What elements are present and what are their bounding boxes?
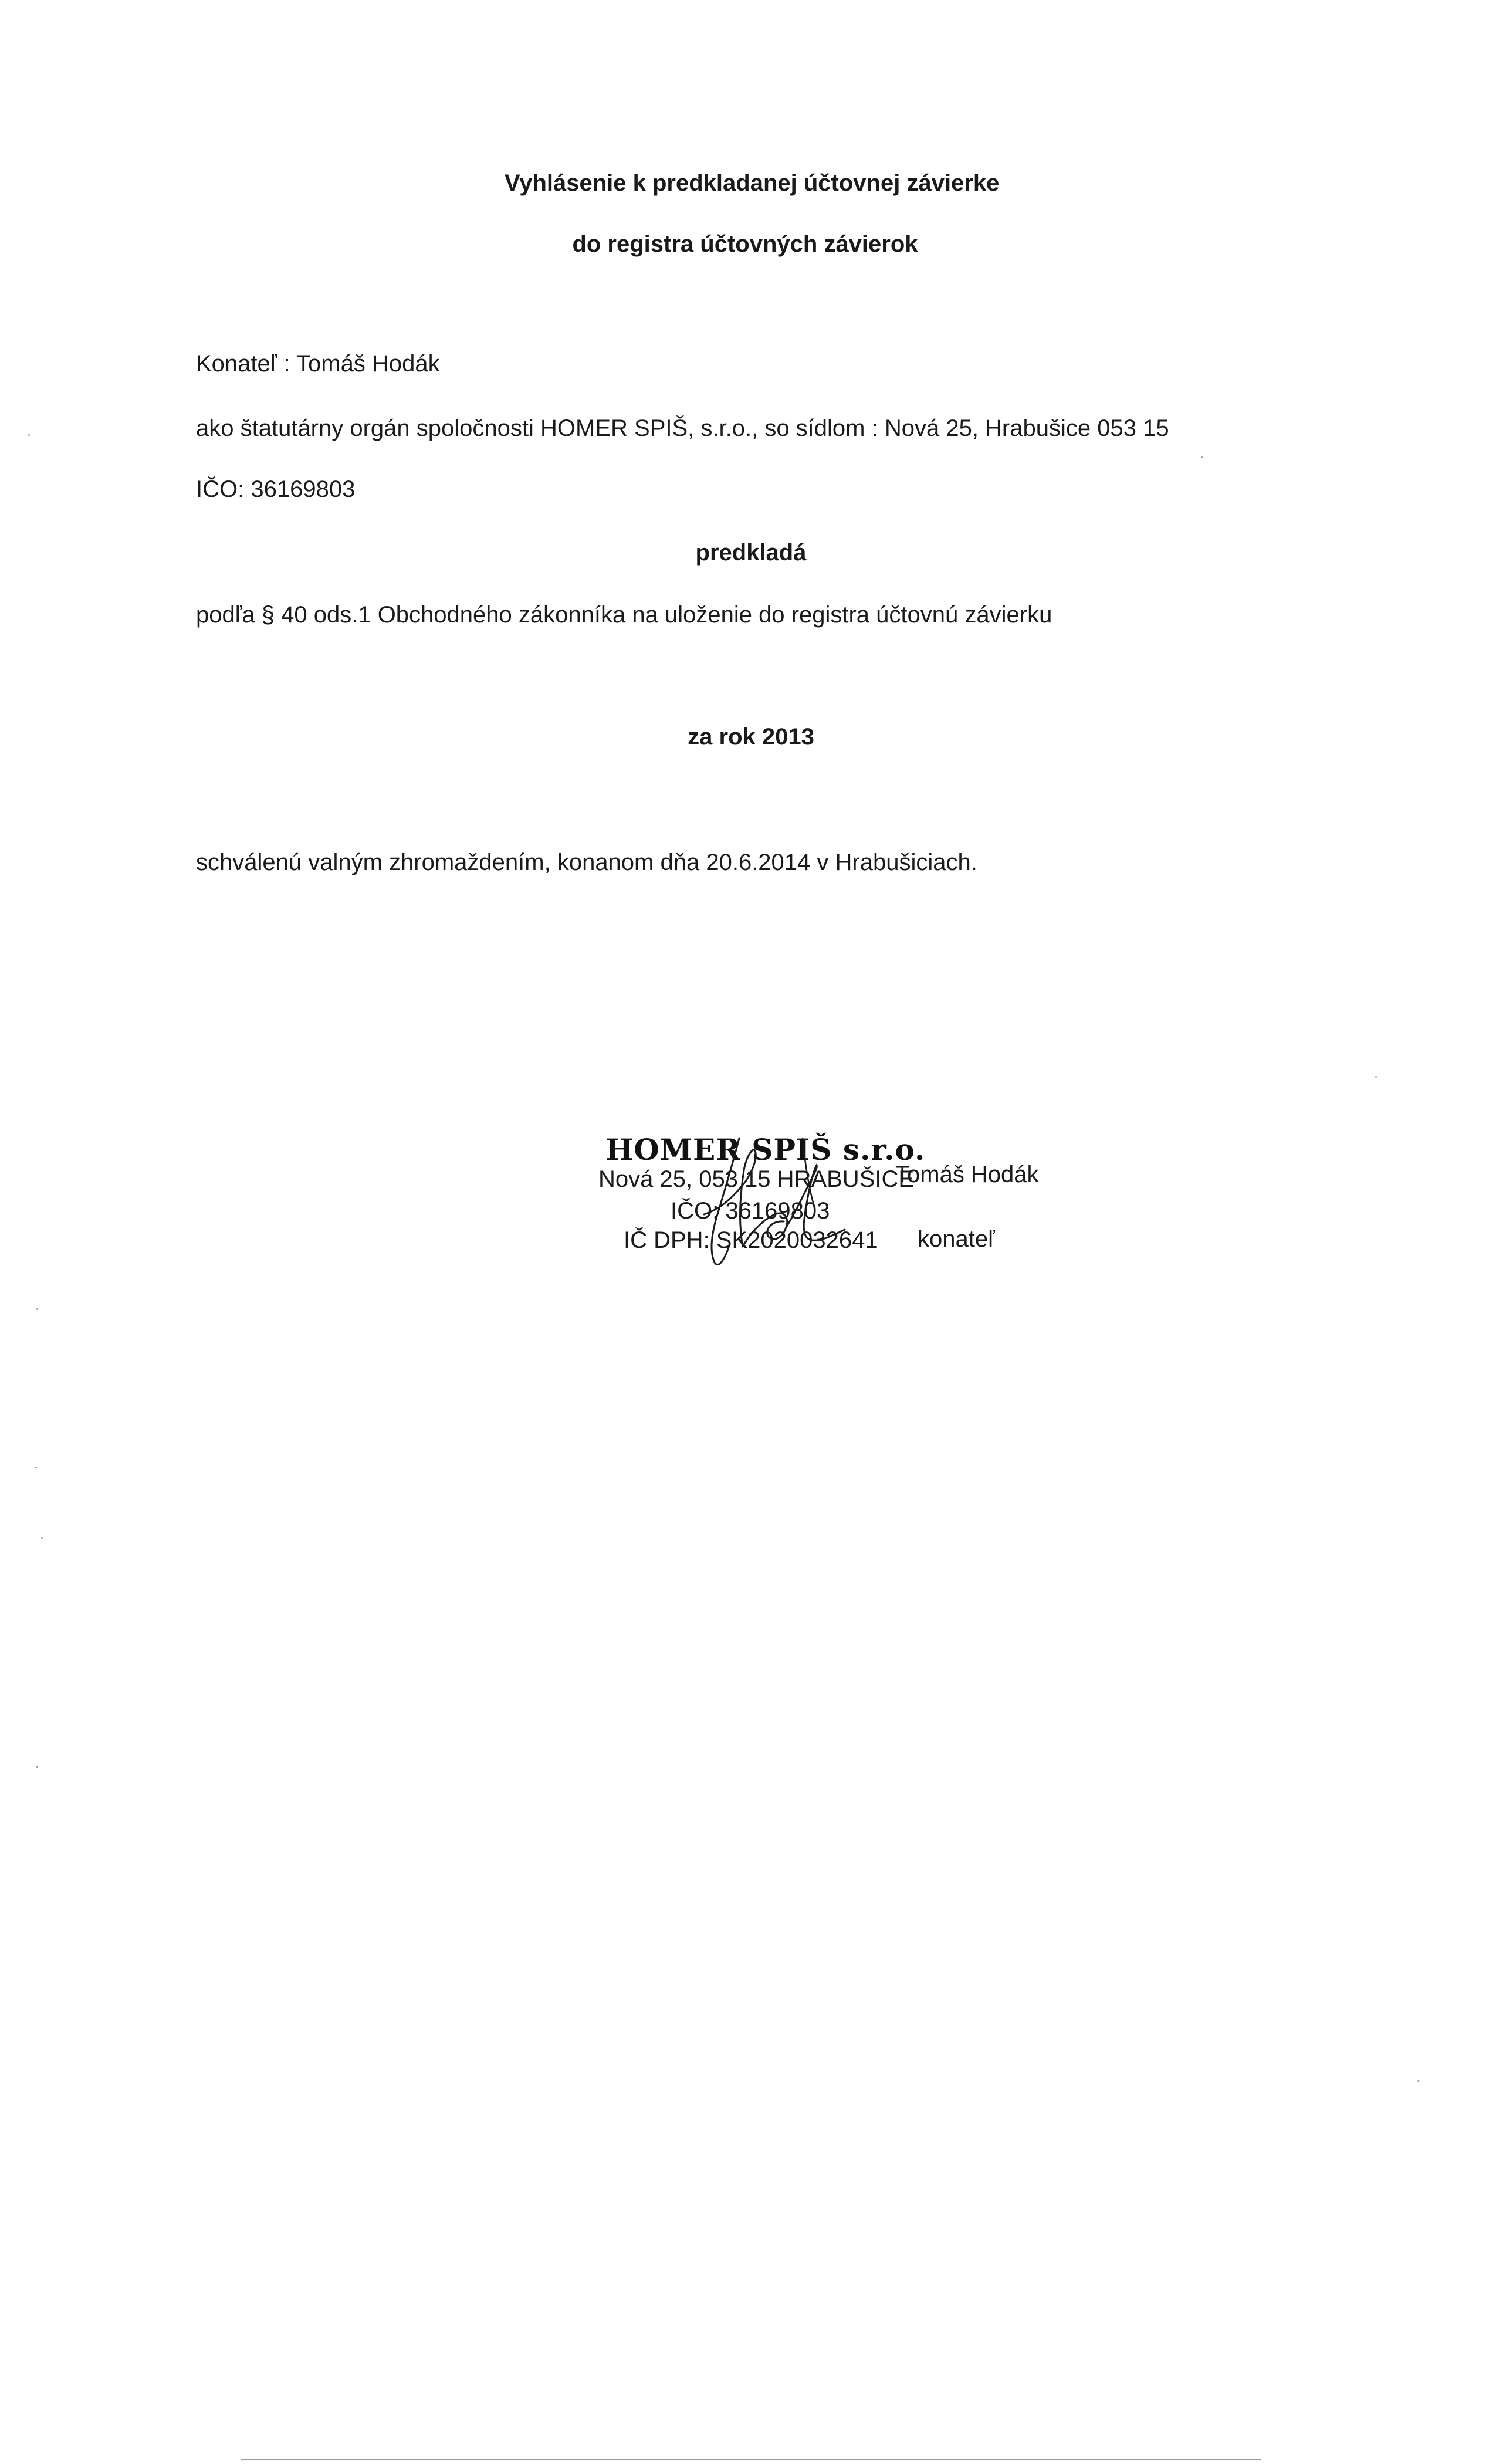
- page-bottom-edge: [241, 2459, 1261, 2460]
- stamp-address: Nová 25, 053 15 HRABUŠICE: [598, 1166, 915, 1192]
- stamp-company-name: HOMER SPIŠ s.r.o.: [605, 1132, 926, 1167]
- submits-heading: predkladá: [695, 540, 807, 566]
- year-heading: za rok 2013: [688, 724, 814, 750]
- scan-speck: [41, 1537, 43, 1539]
- scan-speck: [36, 1308, 38, 1310]
- konatel-line: Konateľ : Tomáš Hodák: [196, 351, 440, 377]
- scan-speck: [35, 1467, 37, 1468]
- scan-speck: [36, 1766, 38, 1768]
- document-title: Vyhlásenie k predkladanej účtovnej závierke: [505, 170, 1000, 196]
- company-stamp: [587, 1132, 939, 1261]
- document-subtitle: do registra účtovných závierok: [572, 231, 918, 257]
- approval-line: schválenú valným zhromaždením, konanom dňa 20.6.2014 v Hrabušiciach.: [196, 849, 977, 875]
- legal-basis-line: podľa § 40 ods.1 Obchodného zákonníka na uloženie do registra účtovnú závierku: [196, 602, 1052, 628]
- stamp-ico: IČO: 36169803: [671, 1198, 830, 1224]
- stamp-ic-dph: IČ DPH: SK2020032641: [624, 1227, 878, 1253]
- scan-speck: [28, 434, 30, 436]
- scan-speck: [1201, 456, 1203, 458]
- signatory-role: konateľ: [918, 1226, 995, 1252]
- signatory-name: Tomáš Hodák: [895, 1162, 1039, 1187]
- ico-line: IČO: 36169803: [196, 476, 356, 502]
- scan-speck: [1417, 2080, 1419, 2082]
- statutory-body-line: ako štatutárny orgán spoločnosti HOMER SPIŠ, s.r.o., so sídlom : Nová 25, Hrabušice 053 15: [196, 415, 1169, 441]
- scan-speck: [1375, 1076, 1377, 1078]
